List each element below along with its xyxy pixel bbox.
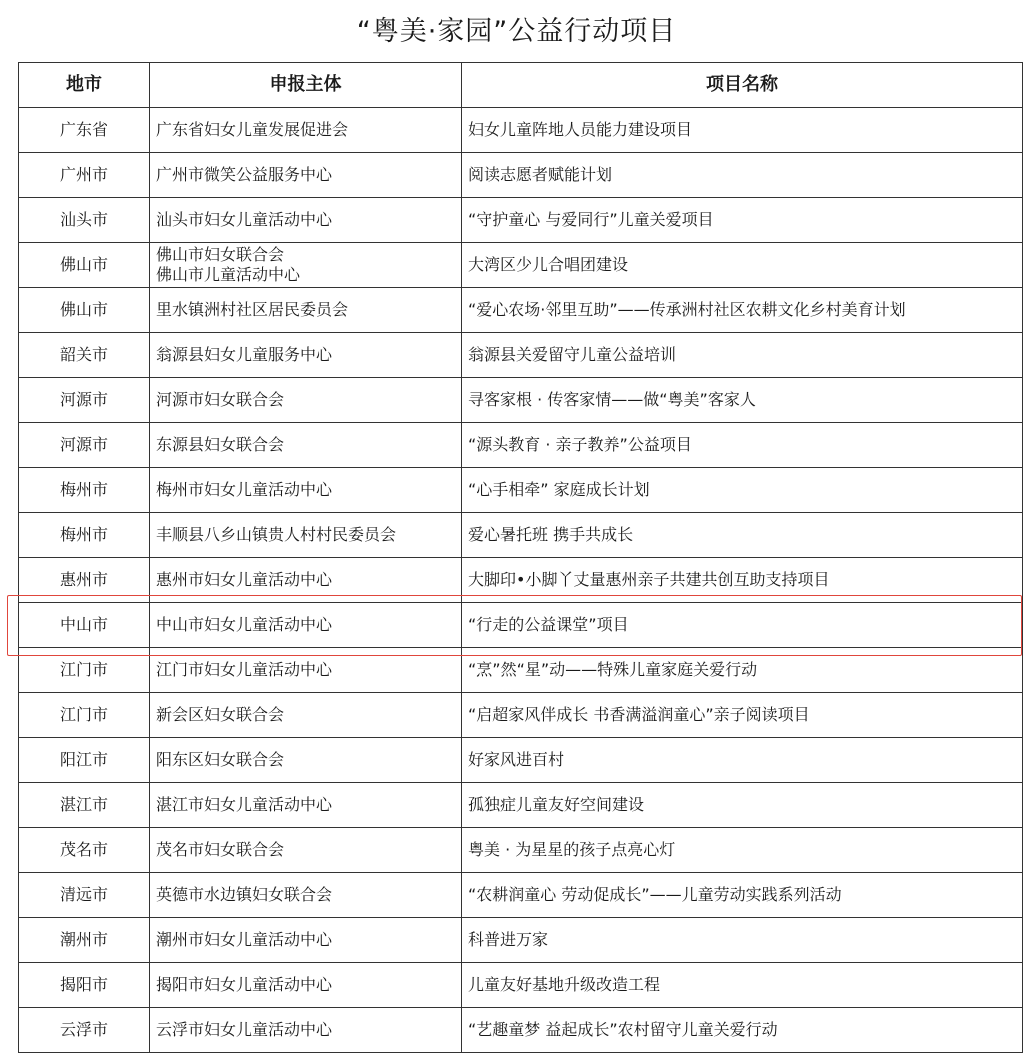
organization-name: 佛山市儿童活动中心 [156, 265, 301, 284]
cell-project-name: “启超家风伴成长 书香满溢润童心”亲子阅读项目 [462, 693, 1023, 738]
table-row [19, 423, 1023, 468]
projects-table [18, 62, 1023, 1053]
cell-city: 韶关市 [19, 333, 150, 378]
table-row [19, 693, 1023, 738]
organization-name: 江门市妇女儿童活动中心 [156, 660, 333, 679]
cell-organization [150, 423, 462, 468]
table-row [19, 513, 1023, 558]
cell-project-name: 阅读志愿者赋能计划 [462, 153, 1023, 198]
table-row [19, 963, 1023, 1008]
cell-project-name: 孤独症儿童友好空间建设 [462, 783, 1023, 828]
cell-city: 佛山市 [19, 243, 150, 288]
cell-organization [150, 333, 462, 378]
cell-project-name: 粤美 · 为星星的孩子点亮心灯 [462, 828, 1023, 873]
cell-organization [150, 648, 462, 693]
cell-organization [150, 198, 462, 243]
cell-city: 汕头市 [19, 198, 150, 243]
cell-project-name: 好家风进百村 [462, 738, 1023, 783]
cell-city: 江门市 [19, 693, 150, 738]
organization-name: 惠州市妇女儿童活动中心 [156, 570, 333, 589]
organization-name: 阳东区妇女联合会 [156, 750, 285, 769]
table-row [19, 153, 1023, 198]
table-row [19, 918, 1023, 963]
table-body [19, 108, 1023, 1053]
organization-name: 翁源县妇女儿童服务中心 [156, 345, 333, 364]
cell-project-name: “源头教育 · 亲子教养”公益项目 [462, 423, 1023, 468]
cell-project-name: 大脚印•小脚丫丈量惠州亲子共建共创互助支持项目 [462, 558, 1023, 603]
table-row [19, 108, 1023, 153]
cell-city: 佛山市 [19, 288, 150, 333]
cell-project-name: “守护童心 与爱同行”儿童关爱项目 [462, 198, 1023, 243]
cell-city: 潮州市 [19, 918, 150, 963]
header-city: 地市 [19, 63, 150, 108]
organization-name: 新会区妇女联合会 [156, 705, 285, 724]
cell-project-name: 妇女儿童阵地人员能力建设项目 [462, 108, 1023, 153]
cell-project-name: 大湾区少儿合唱团建设 [462, 243, 1023, 288]
cell-organization [150, 558, 462, 603]
table-header-row [19, 63, 1023, 108]
cell-city: 河源市 [19, 423, 150, 468]
organization-name: 云浮市妇女儿童活动中心 [156, 1020, 333, 1039]
organization-name: 东源县妇女联合会 [156, 435, 285, 454]
organization-name: 佛山市妇女联合会 [156, 245, 285, 264]
organization-name: 湛江市妇女儿童活动中心 [156, 795, 333, 814]
header-project-name: 项目名称 [462, 63, 1023, 108]
table-row [19, 468, 1023, 513]
organization-name: 潮州市妇女儿童活动中心 [156, 930, 333, 949]
cell-organization [150, 378, 462, 423]
cell-organization [150, 693, 462, 738]
table-row [19, 603, 1023, 648]
cell-project-name: “艺趣童梦 益起成长”农村留守儿童关爱行动 [462, 1008, 1023, 1053]
table-row [19, 333, 1023, 378]
cell-city: 梅州市 [19, 468, 150, 513]
table-row [19, 198, 1023, 243]
header-organization: 申报主体 [150, 63, 462, 108]
cell-organization [150, 108, 462, 153]
cell-organization [150, 873, 462, 918]
cell-city: 广东省 [19, 108, 150, 153]
table-row [19, 378, 1023, 423]
table-row [19, 243, 1023, 288]
cell-project-name: “爱心农场·邻里互助”——传承洲村社区农耕文化乡村美育计划 [462, 288, 1023, 333]
table-row [19, 288, 1023, 333]
organization-name: 揭阳市妇女儿童活动中心 [156, 975, 333, 994]
organization-name: 英德市水边镇妇女联合会 [156, 885, 333, 904]
cell-project-name: 爱心暑托班 携手共成长 [462, 513, 1023, 558]
table-row [19, 783, 1023, 828]
organization-name: 茂名市妇女联合会 [156, 840, 285, 859]
cell-organization [150, 738, 462, 783]
organization-name: 梅州市妇女儿童活动中心 [156, 480, 333, 499]
cell-organization [150, 1008, 462, 1053]
cell-project-name: 科普进万家 [462, 918, 1023, 963]
table-row [19, 828, 1023, 873]
cell-project-name: “行走的公益课堂”项目 [462, 603, 1023, 648]
table-row [19, 873, 1023, 918]
cell-city: 江门市 [19, 648, 150, 693]
organization-name: 中山市妇女儿童活动中心 [156, 615, 333, 634]
cell-project-name: 儿童友好基地升级改造工程 [462, 963, 1023, 1008]
cell-organization [150, 243, 462, 288]
cell-project-name: “烹”然“星”动——特殊儿童家庭关爱行动 [462, 648, 1023, 693]
organization-name: 丰顺县八乡山镇贵人村村民委员会 [156, 525, 397, 544]
organization-name: 里水镇洲村社区居民委员会 [156, 300, 349, 319]
organization-name: 河源市妇女联合会 [156, 390, 285, 409]
cell-organization [150, 513, 462, 558]
cell-city: 清远市 [19, 873, 150, 918]
cell-city: 梅州市 [19, 513, 150, 558]
cell-organization [150, 918, 462, 963]
cell-city: 湛江市 [19, 783, 150, 828]
table-row [19, 738, 1023, 783]
cell-organization [150, 783, 462, 828]
cell-organization [150, 963, 462, 1008]
cell-city: 中山市 [19, 603, 150, 648]
cell-city: 河源市 [19, 378, 150, 423]
page-title: “粤美·家园”公益行动项目 [356, 16, 677, 47]
cell-project-name: “心手相牵” 家庭成长计划 [462, 468, 1023, 513]
cell-city: 惠州市 [19, 558, 150, 603]
cell-project-name: “农耕润童心 劳动促成长”——儿童劳动实践系列活动 [462, 873, 1023, 918]
cell-organization [150, 828, 462, 873]
cell-organization [150, 603, 462, 648]
cell-city: 揭阳市 [19, 963, 150, 1008]
cell-city: 云浮市 [19, 1008, 150, 1053]
cell-city: 茂名市 [19, 828, 150, 873]
cell-city: 广州市 [19, 153, 150, 198]
table-row [19, 558, 1023, 603]
cell-city: 阳江市 [19, 738, 150, 783]
cell-organization [150, 288, 462, 333]
organization-name: 广州市微笑公益服务中心 [156, 165, 333, 184]
organization-name: 汕头市妇女儿童活动中心 [156, 210, 333, 229]
cell-organization [150, 468, 462, 513]
cell-project-name: 寻客家根 · 传客家情——做“粤美”客家人 [462, 378, 1023, 423]
table-row [19, 648, 1023, 693]
table-row [19, 1008, 1023, 1053]
cell-project-name: 翁源县关爱留守儿童公益培训 [462, 333, 1023, 378]
organization-name: 广东省妇女儿童发展促进会 [156, 120, 349, 139]
cell-organization [150, 153, 462, 198]
